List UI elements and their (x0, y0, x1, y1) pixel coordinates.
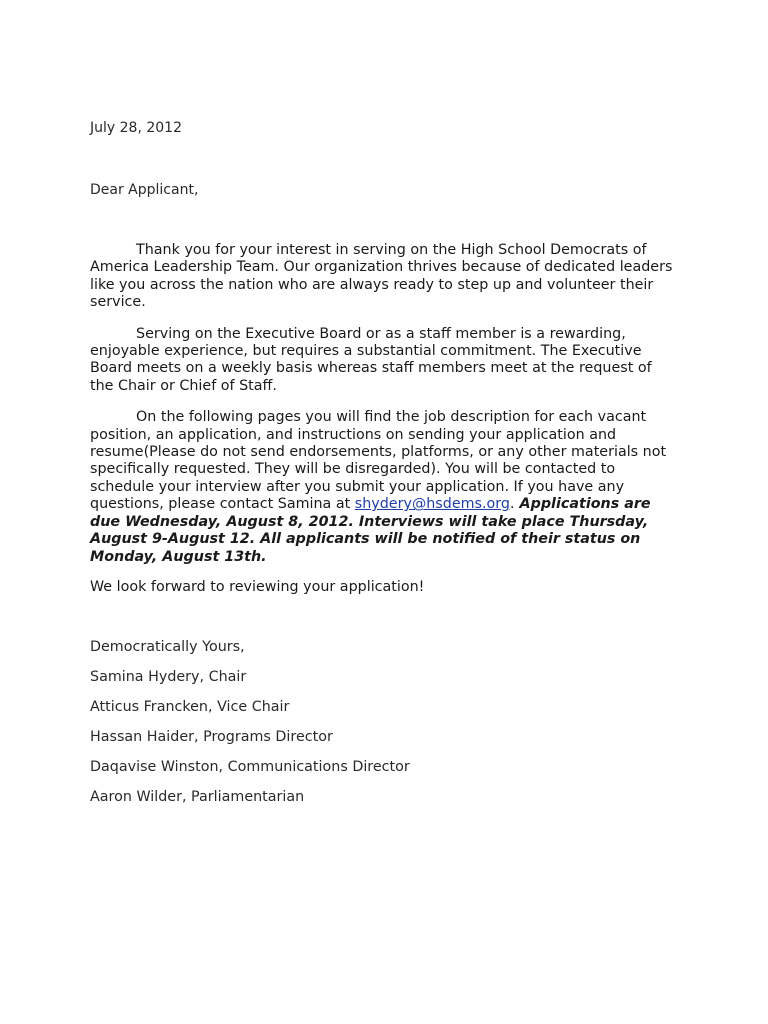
instructions-text: On the following pages you will find the job description for each vacant position, an application, and instructions on sending your application and resume(Please do not send endorsements, platforms, or any other materials not specifically requested. They will be disregarded). You will be contacted to schedule your interview after you submit your application. If you have any questions, please contact Samina at (90, 409, 667, 513)
email-period: . (510, 496, 515, 513)
salutation: Dear Applicant, (90, 182, 199, 198)
signatory-programs-director: Hassan Haider, Programs Director (90, 729, 333, 745)
signatory-parliamentarian: Aaron Wilder, Parliamentarian (90, 789, 305, 805)
contact-email-link[interactable]: shydery@hsdems.org (354, 496, 510, 513)
signatory-communications-director: Daqavise Winston, Communications Director (90, 759, 410, 775)
signoff: Democratically Yours, (90, 639, 245, 655)
closing-line: We look forward to reviewing your application! (90, 579, 425, 595)
paragraph-commitment: Serving on the Executive Board or as a staff member is a rewarding, enjoyable experience, but requires a substantial commitment. The Executive Board meets on a weekly basis whereas staff members meet at the request of the Chair or Chief of Staff. (90, 325, 652, 394)
paragraph-interest: Thank you for your interest in serving on the High School Democrats of America Leadership Team. Our organization thrives because of dedicated leaders like you across the nation who are always ready to step up and volunteer their service. (90, 242, 673, 311)
signatory-list (90, 669, 410, 819)
deadline-notice: Applications are due Wednesday, August 8, 2012. Interviews will take place Thursday, August 9-August 12. All applicants will be notified of their status on Monday, August 13th. (90, 496, 651, 565)
letter-date: July 28, 2012 (90, 120, 182, 136)
signatory-vice-chair: Atticus Francken, Vice Chair (90, 699, 290, 715)
signatory-chair: Samina Hydery, Chair (90, 669, 247, 685)
paragraph-instructions (90, 409, 676, 566)
letter-body (90, 242, 676, 580)
